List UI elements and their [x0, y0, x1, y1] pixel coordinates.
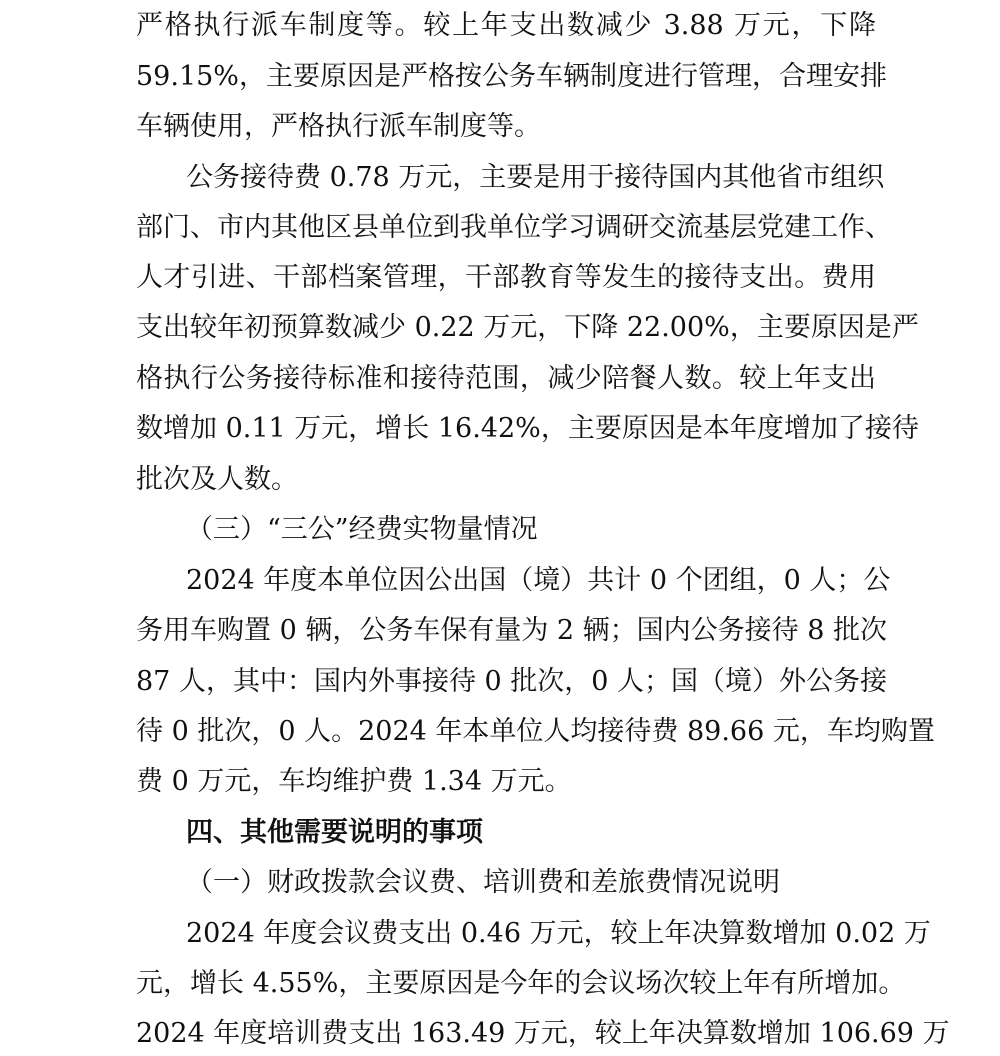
paragraph-line: 元，增长 4.55%，主要原因是今年的会议场次较上年有所增加。 [136, 968, 906, 999]
section-heading: 四、其他需要说明的事项 [186, 817, 483, 848]
paragraph-line: 格执行公务接待标准和接待范围，减少陪餐人数。较上年支出 [136, 363, 876, 394]
paragraph-line: 支出较年初预算数减少 0.22 万元，下降 22.00%，主要原因是严 [136, 312, 919, 343]
paragraph-line: 87 人，其中：国内外事接待 0 批次，0 人；国（境）外公务接 [136, 666, 888, 697]
paragraph-line: 公务接待费 0.78 万元，主要是用于接待国内其他省市组织 [186, 162, 885, 193]
paragraph-line: 务用车购置 0 辆，公务车保有量为 2 辆；国内公务接待 8 批次 [136, 615, 888, 646]
paragraph-line: 2024 年度本单位因公出国（境）共计 0 个团组，0 人；公 [186, 565, 891, 596]
section-subheading: （三）“三公”经费实物量情况 [186, 514, 538, 545]
paragraph-line: 批次及人数。 [136, 464, 298, 495]
paragraph-line: 待 0 批次，0 人。2024 年本单位人均接待费 89.66 元，车均购置 [136, 716, 935, 747]
section-subheading: （一）财政拨款会议费、培训费和差旅费情况说明 [186, 867, 780, 898]
paragraph-line: 费 0 万元，车均维护费 1.34 万元。 [136, 766, 572, 797]
paragraph-line: 2024 年度培训费支出 163.49 万元，较上年决算数增加 106.69 万 [136, 1018, 950, 1049]
paragraph-line: 数增加 0.11 万元，增长 16.42%，主要原因是本年度增加了接待 [136, 413, 919, 444]
paragraph-line: 人才引进、干部档案管理，干部教育等发生的接待支出。费用 [136, 262, 876, 293]
paragraph-line: 59.15%，主要原因是严格按公务车辆制度进行管理，合理安排 [136, 61, 887, 92]
paragraph-line: 2024 年度会议费支出 0.46 万元，较上年决算数增加 0.02 万 [186, 918, 931, 949]
paragraph-line: 部门、市内其他区县单位到我单位学习调研交流基层党建工作、 [136, 212, 892, 243]
paragraph-line: 严格执行派车制度等。较上年支出数减少 3.88 万元，下降 [136, 10, 876, 41]
paragraph-line: 车辆使用，严格执行派车制度等。 [136, 111, 541, 142]
